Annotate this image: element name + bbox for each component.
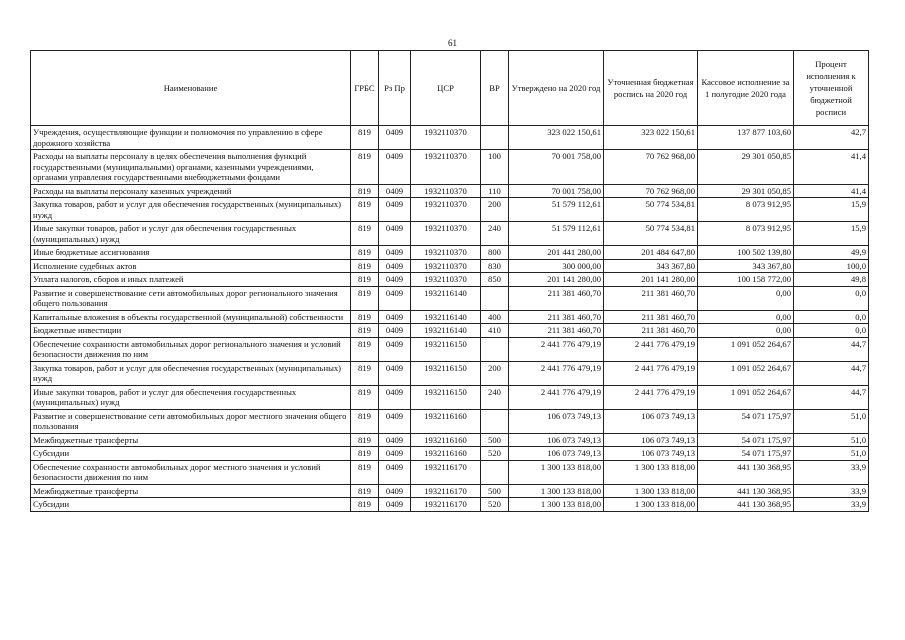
cell-csr: 1932116160 — [411, 447, 481, 461]
cell-name: Межбюджетные трансферты — [31, 484, 351, 498]
cell-name: Закупка товаров, работ и услуг для обеспечения государственных (муниципальных) нужд — [31, 198, 351, 222]
cell-cash: 343 367,80 — [698, 259, 794, 273]
cell-csr: 1932110370 — [411, 273, 481, 287]
cell-approved: 106 073 749,13 — [509, 409, 604, 433]
cell-name: Иные закупки товаров, работ и услуг для обеспечения государственных (муниципальных) нужд — [31, 385, 351, 409]
table-row — [31, 484, 869, 498]
cell-grbs: 819 — [351, 184, 379, 198]
cell-rzpr: 0409 — [379, 184, 411, 198]
cell-name: Исполнение судебных актов — [31, 259, 351, 273]
cell-approved: 70 001 758,00 — [509, 150, 604, 185]
cell-cash: 29 301 050,85 — [698, 184, 794, 198]
cell-specified: 106 073 749,13 — [604, 433, 698, 447]
cell-approved: 1 300 133 818,00 — [509, 498, 604, 512]
cell-grbs: 819 — [351, 460, 379, 484]
cell-percent: 100,0 — [794, 259, 869, 273]
cell-name: Межбюджетные трансферты — [31, 433, 351, 447]
cell-rzpr: 0409 — [379, 433, 411, 447]
cell-rzpr: 0409 — [379, 246, 411, 260]
cell-specified: 323 022 150,61 — [604, 126, 698, 150]
cell-rzpr: 0409 — [379, 447, 411, 461]
cell-percent: 33,9 — [794, 484, 869, 498]
cell-specified: 50 774 534,81 — [604, 198, 698, 222]
cell-grbs: 819 — [351, 286, 379, 310]
page-number: 61 — [448, 38, 457, 48]
cell-percent: 41,4 — [794, 184, 869, 198]
cell-approved: 211 381 460,70 — [509, 324, 604, 338]
cell-rzpr: 0409 — [379, 259, 411, 273]
cell-approved: 70 001 758,00 — [509, 184, 604, 198]
cell-cash: 441 130 368,95 — [698, 484, 794, 498]
table-row — [31, 126, 869, 150]
cell-vr: 800 — [481, 246, 509, 260]
cell-grbs: 819 — [351, 222, 379, 246]
cell-csr: 1932116140 — [411, 324, 481, 338]
cell-vr: 850 — [481, 273, 509, 287]
cell-name: Расходы на выплаты персоналу казенных учреждений — [31, 184, 351, 198]
cell-specified: 70 762 968,00 — [604, 150, 698, 185]
cell-vr: 200 — [481, 361, 509, 385]
table-row — [31, 324, 869, 338]
table-row — [31, 361, 869, 385]
cell-specified: 201 141 280,00 — [604, 273, 698, 287]
table-row — [31, 310, 869, 324]
cell-name: Развитие и совершенствование сети автомобильных дорог местного значения общего пользования — [31, 409, 351, 433]
header-specified: Уточненная бюджетная роспись на 2020 год — [604, 51, 698, 126]
cell-cash: 1 091 052 264,67 — [698, 385, 794, 409]
cell-vr — [481, 126, 509, 150]
cell-rzpr: 0409 — [379, 150, 411, 185]
cell-grbs: 819 — [351, 273, 379, 287]
table-row — [31, 246, 869, 260]
cell-percent: 51,0 — [794, 447, 869, 461]
cell-cash: 54 071 175,97 — [698, 447, 794, 461]
cell-rzpr: 0409 — [379, 361, 411, 385]
cell-vr — [481, 286, 509, 310]
cell-grbs: 819 — [351, 447, 379, 461]
cell-grbs: 819 — [351, 246, 379, 260]
cell-specified: 211 381 460,70 — [604, 286, 698, 310]
cell-cash: 441 130 368,95 — [698, 498, 794, 512]
cell-percent: 44,7 — [794, 337, 869, 361]
cell-name: Бюджетные инвестиции — [31, 324, 351, 338]
table-row — [31, 460, 869, 484]
header-name: Наименование — [31, 51, 351, 126]
cell-grbs: 819 — [351, 198, 379, 222]
cell-rzpr: 0409 — [379, 273, 411, 287]
cell-rzpr: 0409 — [379, 409, 411, 433]
cell-grbs: 819 — [351, 498, 379, 512]
cell-vr: 110 — [481, 184, 509, 198]
header-approved: Утверждено на 2020 год — [509, 51, 604, 126]
cell-percent: 15,9 — [794, 198, 869, 222]
cell-cash: 1 091 052 264,67 — [698, 361, 794, 385]
cell-cash: 100 158 772,00 — [698, 273, 794, 287]
cell-specified: 106 073 749,13 — [604, 409, 698, 433]
cell-vr: 500 — [481, 484, 509, 498]
cell-approved: 2 441 776 479,19 — [509, 337, 604, 361]
cell-cash: 0,00 — [698, 324, 794, 338]
cell-percent: 41,4 — [794, 150, 869, 185]
cell-name: Уплата налогов, сборов и иных платежей — [31, 273, 351, 287]
cell-specified: 343 367,80 — [604, 259, 698, 273]
header-percent: Процент исполнения к уточненной бюджетной росписи — [794, 51, 869, 126]
cell-percent: 51,0 — [794, 409, 869, 433]
cell-rzpr: 0409 — [379, 460, 411, 484]
cell-rzpr: 0409 — [379, 126, 411, 150]
cell-grbs: 819 — [351, 385, 379, 409]
table-body — [31, 126, 869, 512]
cell-approved: 201 441 280,00 — [509, 246, 604, 260]
table-row — [31, 150, 869, 185]
cell-csr: 1932110370 — [411, 184, 481, 198]
cell-rzpr: 0409 — [379, 484, 411, 498]
cell-approved: 1 300 133 818,00 — [509, 484, 604, 498]
cell-percent: 49,9 — [794, 246, 869, 260]
cell-csr: 1932116160 — [411, 409, 481, 433]
cell-vr — [481, 409, 509, 433]
cell-percent: 33,9 — [794, 498, 869, 512]
cell-vr: 240 — [481, 385, 509, 409]
cell-vr: 520 — [481, 498, 509, 512]
cell-specified: 2 441 776 479,19 — [604, 361, 698, 385]
cell-cash: 54 071 175,97 — [698, 433, 794, 447]
cell-grbs: 819 — [351, 259, 379, 273]
cell-specified: 2 441 776 479,19 — [604, 385, 698, 409]
cell-percent: 42,7 — [794, 126, 869, 150]
cell-csr: 1932116170 — [411, 484, 481, 498]
cell-cash: 441 130 368,95 — [698, 460, 794, 484]
cell-name: Расходы на выплаты персоналу в целях обеспечения выполнения функций государственными (муниципальными) органами, казенными учреждениями, органами управления государственными внебюджетными фондами — [31, 150, 351, 185]
cell-name: Закупка товаров, работ и услуг для обеспечения государственных (муниципальных) нужд — [31, 361, 351, 385]
table-row — [31, 498, 869, 512]
cell-name: Обеспечение сохранности автомобильных дорог регионального значения и условий безопасности движения по ним — [31, 337, 351, 361]
header-csr: ЦСР — [411, 51, 481, 126]
cell-csr: 1932116170 — [411, 498, 481, 512]
table-row — [31, 447, 869, 461]
cell-csr: 1932116150 — [411, 385, 481, 409]
cell-approved: 51 579 112,61 — [509, 198, 604, 222]
cell-cash: 54 071 175,97 — [698, 409, 794, 433]
header-cash: Кассовое исполнение за 1 полугодие 2020 года — [698, 51, 794, 126]
cell-grbs: 819 — [351, 150, 379, 185]
cell-rzpr: 0409 — [379, 498, 411, 512]
cell-vr: 240 — [481, 222, 509, 246]
cell-name: Обеспечение сохранности автомобильных дорог местного значения и условий безопасности движения по ним — [31, 460, 351, 484]
cell-specified: 1 300 133 818,00 — [604, 484, 698, 498]
cell-vr: 830 — [481, 259, 509, 273]
table-row — [31, 385, 869, 409]
cell-csr: 1932110370 — [411, 126, 481, 150]
cell-percent: 33,9 — [794, 460, 869, 484]
cell-cash: 137 877 103,60 — [698, 126, 794, 150]
cell-approved: 201 141 280,00 — [509, 273, 604, 287]
cell-grbs: 819 — [351, 126, 379, 150]
cell-grbs: 819 — [351, 361, 379, 385]
cell-approved: 106 073 749,13 — [509, 433, 604, 447]
cell-vr: 100 — [481, 150, 509, 185]
table-row — [31, 409, 869, 433]
cell-approved: 211 381 460,70 — [509, 310, 604, 324]
cell-name: Капитальные вложения в объекты государственной (муниципальной) собственности — [31, 310, 351, 324]
table-row — [31, 337, 869, 361]
cell-rzpr: 0409 — [379, 222, 411, 246]
cell-percent: 0,0 — [794, 324, 869, 338]
cell-percent: 49,8 — [794, 273, 869, 287]
cell-percent: 51,0 — [794, 433, 869, 447]
table-row — [31, 286, 869, 310]
cell-approved: 106 073 749,13 — [509, 447, 604, 461]
cell-percent: 0,0 — [794, 286, 869, 310]
cell-rzpr: 0409 — [379, 337, 411, 361]
cell-name: Учреждения, осуществляющие функции и полномочия по управлению в сфере дорожного хозяйства — [31, 126, 351, 150]
cell-csr: 1932116140 — [411, 310, 481, 324]
header-grbs: ГРБС — [351, 51, 379, 126]
cell-name: Развитие и совершенствование сети автомобильных дорог регионального значения общего пользования — [31, 286, 351, 310]
cell-grbs: 819 — [351, 310, 379, 324]
cell-cash: 29 301 050,85 — [698, 150, 794, 185]
cell-csr: 1932116160 — [411, 433, 481, 447]
cell-cash: 8 073 912,95 — [698, 222, 794, 246]
cell-cash: 0,00 — [698, 310, 794, 324]
budget-table — [30, 50, 869, 512]
cell-vr: 400 — [481, 310, 509, 324]
cell-specified: 1 300 133 818,00 — [604, 498, 698, 512]
cell-specified: 50 774 534,81 — [604, 222, 698, 246]
cell-specified: 1 300 133 818,00 — [604, 460, 698, 484]
cell-csr: 1932116170 — [411, 460, 481, 484]
cell-rzpr: 0409 — [379, 324, 411, 338]
cell-vr: 410 — [481, 324, 509, 338]
cell-specified: 211 381 460,70 — [604, 310, 698, 324]
cell-csr: 1932110370 — [411, 259, 481, 273]
cell-approved: 2 441 776 479,19 — [509, 361, 604, 385]
cell-vr — [481, 460, 509, 484]
table-row — [31, 222, 869, 246]
table-row — [31, 433, 869, 447]
cell-cash: 1 091 052 264,67 — [698, 337, 794, 361]
table-row — [31, 259, 869, 273]
cell-specified: 201 484 647,80 — [604, 246, 698, 260]
cell-approved: 1 300 133 818,00 — [509, 460, 604, 484]
cell-csr: 1932110370 — [411, 222, 481, 246]
header-rzpr: Рз Пр — [379, 51, 411, 126]
cell-csr: 1932110370 — [411, 246, 481, 260]
cell-approved: 211 381 460,70 — [509, 286, 604, 310]
table-row — [31, 273, 869, 287]
cell-percent: 15,9 — [794, 222, 869, 246]
cell-vr: 500 — [481, 433, 509, 447]
cell-rzpr: 0409 — [379, 198, 411, 222]
cell-grbs: 819 — [351, 324, 379, 338]
cell-percent: 0,0 — [794, 310, 869, 324]
cell-cash: 8 073 912,95 — [698, 198, 794, 222]
table-row — [31, 184, 869, 198]
cell-grbs: 819 — [351, 484, 379, 498]
cell-approved: 2 441 776 479,19 — [509, 385, 604, 409]
cell-vr — [481, 337, 509, 361]
cell-rzpr: 0409 — [379, 286, 411, 310]
cell-grbs: 819 — [351, 337, 379, 361]
table-row — [31, 198, 869, 222]
cell-approved: 300 000,00 — [509, 259, 604, 273]
cell-rzpr: 0409 — [379, 310, 411, 324]
cell-csr: 1932116150 — [411, 361, 481, 385]
cell-csr: 1932116140 — [411, 286, 481, 310]
cell-csr: 1932116150 — [411, 337, 481, 361]
cell-name: Иные закупки товаров, работ и услуг для обеспечения государственных (муниципальных) нужд — [31, 222, 351, 246]
cell-approved: 51 579 112,61 — [509, 222, 604, 246]
cell-rzpr: 0409 — [379, 385, 411, 409]
cell-csr: 1932110370 — [411, 198, 481, 222]
cell-cash: 0,00 — [698, 286, 794, 310]
cell-name: Иные бюджетные ассигнования — [31, 246, 351, 260]
cell-name: Субсидии — [31, 498, 351, 512]
cell-grbs: 819 — [351, 433, 379, 447]
cell-percent: 44,7 — [794, 385, 869, 409]
cell-specified: 2 441 776 479,19 — [604, 337, 698, 361]
cell-specified: 106 073 749,13 — [604, 447, 698, 461]
cell-vr: 200 — [481, 198, 509, 222]
cell-specified: 70 762 968,00 — [604, 184, 698, 198]
cell-grbs: 819 — [351, 409, 379, 433]
header-row — [31, 51, 869, 126]
cell-specified: 211 381 460,70 — [604, 324, 698, 338]
cell-approved: 323 022 150,61 — [509, 126, 604, 150]
cell-vr: 520 — [481, 447, 509, 461]
header-vr: ВР — [481, 51, 509, 126]
cell-cash: 100 502 139,80 — [698, 246, 794, 260]
cell-name: Субсидии — [31, 447, 351, 461]
cell-csr: 1932110370 — [411, 150, 481, 185]
cell-percent: 44,7 — [794, 361, 869, 385]
